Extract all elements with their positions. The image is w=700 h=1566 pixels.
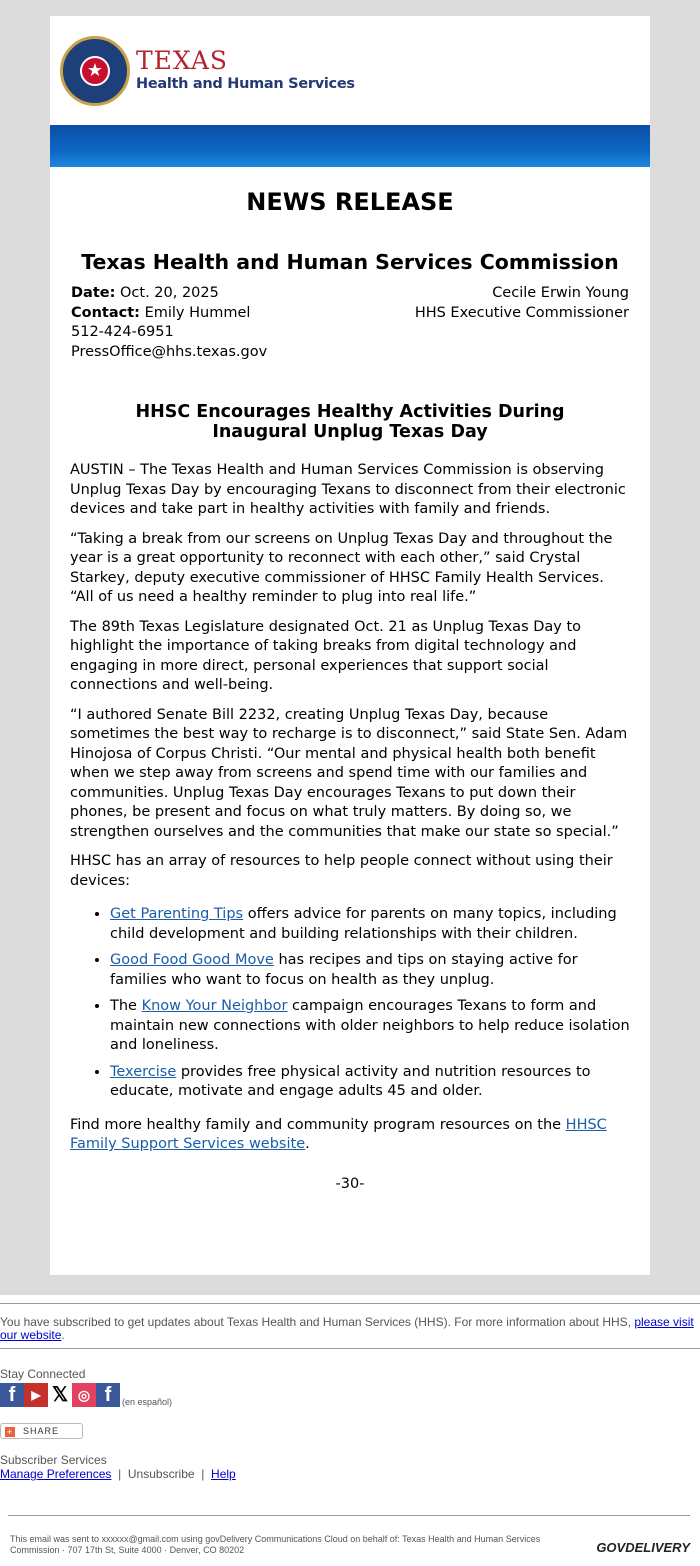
plus-icon: + (6, 1426, 14, 1437)
x-twitter-icon[interactable]: 𝕏 (48, 1383, 72, 1407)
paragraph: AUSTIN – The Texas Health and Human Services Commission is observing Unplug Texas Day by encouraging Texans to disconnect from their electronic devices and take part in healthy activities with family and friends. (70, 462, 626, 517)
release-meta (50, 284, 650, 362)
espanol-label: (en español) (122, 1397, 173, 1407)
end-mark: -30- (335, 1175, 365, 1192)
paragraph: “Taking a break from our screens on Unplug Texas Day and throughout the year is a great opportunity to reconnect with each other,” said Crystal Starkey, deputy executive commissioner of HHSC Family Health Services. “All of us need a healthy reminder to plug into real life.” (70, 530, 613, 605)
paragraph: “I authored Senate Bill 2232, creating Unplug Texas Day, because sometimes the best way to recharge is to disconnect,” said State Sen. Adam Hinojosa of Corpus Christi. “Our mental and physical health both benefit when we step away from screens and spend time with our families and communities. Unplug Texas Day encourages Texans to put down their phones, be present and focus on what truly matters. By doing so, we strengthen ourselves and the communities that make our state so special.” (70, 706, 628, 840)
share-button[interactable]: + SHARE (0, 1423, 83, 1439)
sent-notice: This email was sent to xxxxxx@gmail.com using govDelivery Communications Cloud on behalf of: Texas Health and Human Services Commission · 707 17th St, Suite 4000 · Denver, CO 80202 (10, 1534, 541, 1555)
email-footer (0, 1303, 700, 1556)
subscriber-links: Manage Preferences | Unsubscribe | Help (0, 1467, 236, 1481)
get-parenting-tips-link[interactable]: Get Parenting Tips (110, 906, 244, 922)
date-label: Date: (71, 285, 116, 301)
paragraph: The 89th Texas Legislature designated Oct. 21 as Unplug Texas Day to highlight the importance of taking breaks from digital technology and engaging in more direct, personal experiences that support social connections and well-being. (70, 618, 582, 693)
hhs-logo (50, 16, 650, 125)
know-your-neighbor-link[interactable]: Know Your Neighbor (141, 998, 288, 1014)
release-date: Oct. 20, 2025 (120, 285, 219, 301)
subscriber-services-label: Subscriber Services (0, 1453, 107, 1467)
good-food-good-move-link[interactable]: Good Food Good Move (110, 952, 274, 968)
list-item: • Texercise provides free physical activity and nutrition resources to educate, motivate and engage adults 45 and older. (110, 1063, 630, 1102)
news-release-heading: NEWS RELEASE (246, 188, 454, 216)
article-body (50, 461, 650, 1194)
stay-connected-label: Stay Connected (0, 1367, 86, 1381)
facebook-espanol-icon[interactable]: f (96, 1383, 120, 1407)
texas-seal-icon: ★ (60, 36, 130, 106)
manage-preferences-link[interactable]: Manage Preferences (0, 1467, 112, 1481)
paragraph: HHSC has an array of resources to help people connect without using their devices: (70, 853, 613, 889)
logo-subtitle: Health and Human Services (136, 76, 355, 92)
official-title: HHS Executive Commissioner (414, 304, 629, 321)
govdelivery-logo: GOVDELIVERY (596, 1540, 690, 1555)
family-support-services-link[interactable]: HHSC Family Support Services website (70, 1116, 607, 1152)
visit-website-link[interactable]: please visit our website (0, 1315, 694, 1342)
news-release-card (50, 16, 650, 1275)
texercise-link[interactable]: Texercise (110, 1063, 177, 1080)
contact-phone: 512-424-6951 (71, 324, 174, 340)
blue-banner (50, 125, 650, 167)
youtube-icon[interactable]: ▶ (24, 1383, 48, 1407)
list-item: • Get Parenting Tips offers advice for parents on many topics, including child development and building relationships with their children. (110, 905, 630, 944)
headline: HHSC Encourages Healthy Activities During Inaugural Unplug Texas Day (135, 402, 565, 442)
contact-email: PressOffice@hhs.texas.gov (71, 343, 268, 360)
contact-label: Contact: (71, 304, 140, 321)
logo-title: TEXAS (136, 46, 229, 75)
subscription-notice: You have subscribed to get updates about Texas Health and Human Services (HHS). For more information about HHS, please visit our website. (0, 1315, 694, 1342)
facebook-icon[interactable]: f (0, 1383, 24, 1407)
commission-title: Texas Health and Human Services Commission (81, 250, 619, 274)
resource-list (110, 905, 630, 1102)
list-item: • The Know Your Neighbor campaign encourages Texans to form and maintain new connections with older neighbors to help reduce isolation and loneliness. (110, 997, 630, 1056)
instagram-icon[interactable]: ◎ (72, 1383, 96, 1407)
list-item: • Good Food Good Move has recipes and tips on staying active for families who want to focus on health as they unplug. (110, 951, 630, 990)
contact-name: Emily Hummel (144, 304, 251, 321)
closing-paragraph: Find more healthy family and community program resources on the HHSC Family Support Services website. (70, 1116, 607, 1152)
social-links (0, 1383, 700, 1407)
unsubscribe-link[interactable]: Unsubscribe (127, 1467, 195, 1481)
help-link[interactable]: Help (211, 1467, 236, 1481)
official-name: Cecile Erwin Young (492, 285, 629, 301)
